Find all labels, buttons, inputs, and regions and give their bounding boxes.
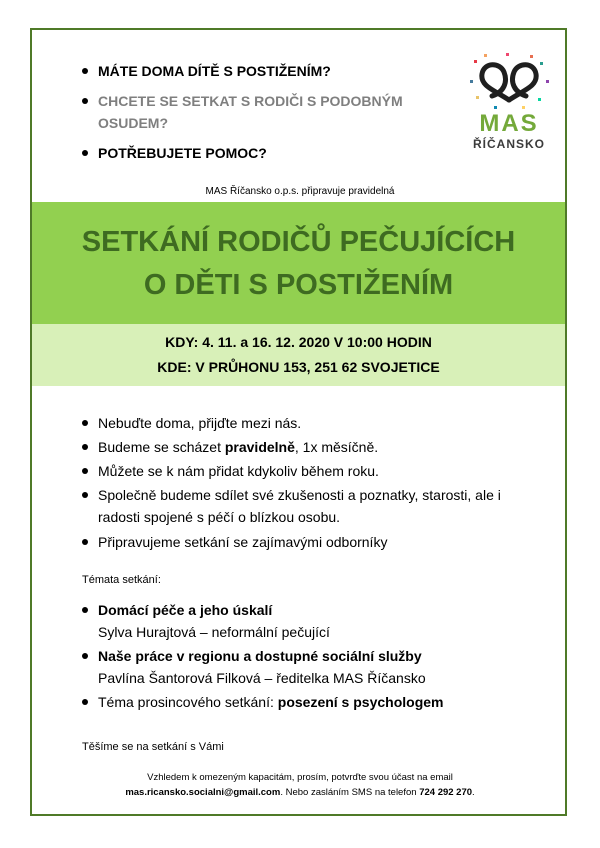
event-location: KDE: V PRŮHONU 153, 251 62 SVOJETICE xyxy=(157,359,440,375)
list-item: Nebuďte doma, přijďte mezi nás. xyxy=(82,412,522,434)
topic-speaker: Sylva Hurajtová – neformální pečující xyxy=(98,624,330,640)
logo-text: MAS xyxy=(479,110,539,137)
question-list xyxy=(82,60,422,172)
pretzel-icon xyxy=(464,52,554,112)
logo-subtext: ŘÍČANSKO xyxy=(472,137,545,151)
topic-title: Naše práce v regionu a dostupné sociální služby xyxy=(98,648,422,664)
footer-line-2 xyxy=(0,787,600,798)
footer-text: . xyxy=(472,787,475,798)
list-item-emphasis: pravidelně xyxy=(224,439,295,455)
topic-title: Domácí péče a jeho úskalí xyxy=(98,602,273,618)
topic-item xyxy=(82,645,522,689)
page-title-line-2: O DĚTI S POSTIŽENÍM xyxy=(143,269,454,301)
topic-emphasis: posezení s psychologem xyxy=(277,694,444,710)
footer-line-1: Vzhledem k omezeným kapacitám, prosím, potvrďte svou účast na email xyxy=(147,772,453,783)
question-item: MÁTE DOMA DÍTĚ S POSTIŽENÍM? xyxy=(82,60,422,82)
topics-heading: Témata setkání: xyxy=(82,574,161,586)
topics-list xyxy=(82,599,522,715)
list-item xyxy=(82,436,522,458)
topic-item xyxy=(82,691,522,713)
topic-text: Téma prosincového setkání: xyxy=(98,694,278,710)
event-date: KDY: 4. 11. a 16. 12. 2020 V 10:00 HODIN xyxy=(165,334,432,350)
list-item: Připravujeme setkání se zajímavými odborníky xyxy=(82,531,522,553)
contact-email[interactable]: mas.ricansko.socialni@gmail.com xyxy=(125,787,281,798)
topic-speaker: Pavlína Šantorová Filková – ředitelka MAS Říčansko xyxy=(98,670,426,686)
topic-item xyxy=(82,599,522,643)
question-item: POTŘEBUJETE POMOC? xyxy=(82,142,422,164)
list-item-text: Budeme se scházet xyxy=(98,439,225,455)
list-item: Můžete se k nám přidat kdykoliv během roku. xyxy=(82,460,522,482)
info-list xyxy=(82,412,522,555)
date-location-band xyxy=(32,324,565,386)
list-item: Společně budeme sdílet své zkušenosti a poznatky, starosti, ale i radosti spojené s péčí o blízkou osobu. xyxy=(82,484,522,528)
mas-logo xyxy=(464,52,554,162)
list-item-text: , 1x měsíčně. xyxy=(294,439,379,455)
footer-text: . Nebo zasláním SMS na telefon xyxy=(280,787,420,798)
contact-phone[interactable]: 724 292 270 xyxy=(419,787,473,798)
organizer-line: MAS Říčansko o.p.s. připravuje pravidelná xyxy=(205,186,395,197)
title-band xyxy=(32,202,565,324)
page-title-line-1: SETKÁNÍ RODIČŮ PEČUJÍCÍCH xyxy=(81,226,516,258)
question-item: CHCETE SE SETKAT S RODIČI S PODOBNÝM OSUDEM? xyxy=(82,90,422,134)
closing-line: Těšíme se na setkání s Vámi xyxy=(82,741,224,753)
